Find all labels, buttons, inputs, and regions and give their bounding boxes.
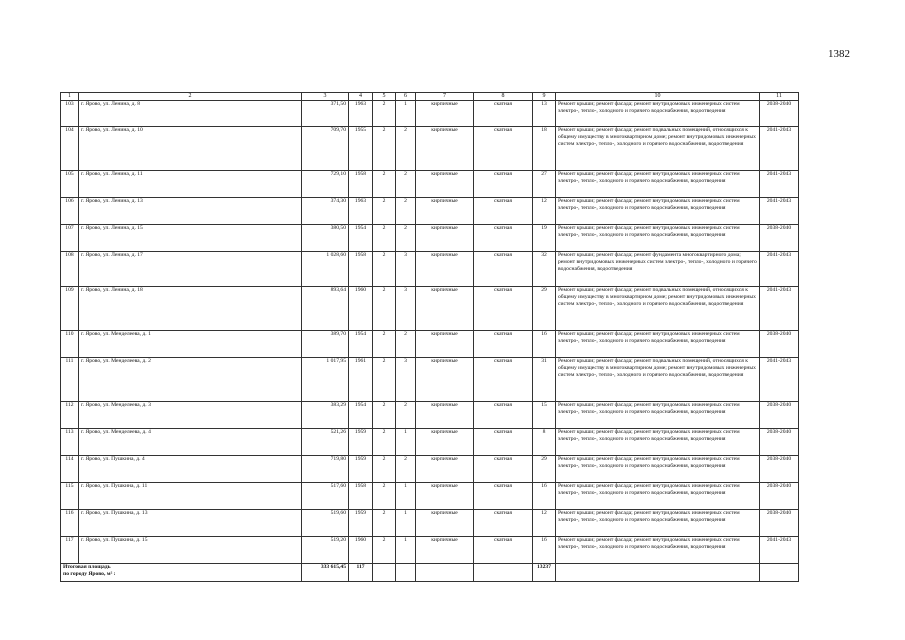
roof-type-cell: скатная — [474, 429, 533, 456]
column-number: 10 — [556, 93, 760, 101]
works-cell: Ремонт крыши; ремонт фасада; ремонт внутридомовых инженерных систем электро-, тепло-, холодного и горячего водоснабжения, водоотведения — [556, 429, 760, 456]
entrances-cell: 3 — [396, 287, 416, 331]
entrances-cell: 2 — [396, 331, 416, 358]
floors-cell: 2 — [373, 198, 396, 225]
column-number: 11 — [760, 93, 799, 101]
table-row — [61, 127, 799, 171]
year-cell: 1960 — [349, 537, 373, 564]
period-cell: 2038-2040 — [760, 402, 799, 429]
period-cell: 2038-2040 — [760, 225, 799, 252]
walls-material-cell: кирпичные — [416, 198, 474, 225]
row-number: 113 — [61, 429, 79, 456]
year-cell: 1959 — [349, 429, 373, 456]
entrances-cell: 1 — [396, 429, 416, 456]
row-number: 106 — [61, 198, 79, 225]
apartments-cell: 16 — [533, 331, 556, 358]
housing-register-table — [60, 92, 799, 582]
row-number: 116 — [61, 510, 79, 537]
apartments-cell: 18 — [533, 127, 556, 171]
period-cell: 2038-2040 — [760, 483, 799, 510]
table-row — [61, 358, 799, 402]
year-cell: 1963 — [349, 101, 373, 127]
walls-material-cell: кирпичные — [416, 537, 474, 564]
row-number: 105 — [61, 171, 79, 198]
year-cell: 1954 — [349, 331, 373, 358]
walls-material-cell: кирпичные — [416, 331, 474, 358]
entrances-cell: 1 — [396, 510, 416, 537]
roof-type-cell: скатная — [474, 101, 533, 127]
floors-cell: 2 — [373, 331, 396, 358]
apartments-cell: 29 — [533, 456, 556, 483]
row-number: 110 — [61, 331, 79, 358]
works-cell: Ремонт крыши; ремонт фасада; ремонт внутридомовых инженерных систем электро-, тепло-, холодного и горячего водоснабжения, водоотведения — [556, 225, 760, 252]
apartments-cell: 13 — [533, 101, 556, 127]
table-row — [61, 331, 799, 358]
row-number: 115 — [61, 483, 79, 510]
entrances-cell: 2 — [396, 456, 416, 483]
apartments-cell: 12 — [533, 510, 556, 537]
total-row — [61, 564, 799, 582]
row-number: 103 — [61, 101, 79, 127]
row-number: 107 — [61, 225, 79, 252]
table-row — [61, 225, 799, 252]
address-cell: г. Ярово, ул. Ленина, д. 8 — [79, 101, 302, 127]
row-number: 109 — [61, 287, 79, 331]
roof-type-cell: скатная — [474, 252, 533, 287]
apartments-cell: 8 — [533, 429, 556, 456]
roof-type-cell: скатная — [474, 198, 533, 225]
column-number: 5 — [373, 93, 396, 101]
year-cell: 1959 — [349, 456, 373, 483]
works-cell: Ремонт крыши; ремонт фасада; ремонт подвальных помещений, относящихся к общему имуществу в многоквартирном доме; ремонт внутридомовых инженерных систем электро-, тепло-, холодного и горячего водоснабжения, водоотведения — [556, 287, 760, 331]
row-number: 104 — [61, 127, 79, 171]
roof-type-cell: скатная — [474, 483, 533, 510]
roof-type-cell: скатная — [474, 127, 533, 171]
column-number: 6 — [396, 93, 416, 101]
year-cell: 1961 — [349, 358, 373, 402]
works-cell: Ремонт крыши; ремонт фасада; ремонт внутридомовых инженерных систем электро-, тепло-, холодного и горячего водоснабжения, водоотведения — [556, 171, 760, 198]
row-number: 108 — [61, 252, 79, 287]
roof-type-cell: скатная — [474, 171, 533, 198]
floors-cell: 2 — [373, 483, 396, 510]
table-row — [61, 537, 799, 564]
total-empty-cell — [416, 564, 474, 582]
address-cell: г. Ярово, ул. Пушкина, д. 13 — [79, 510, 302, 537]
column-number: 1 — [61, 93, 79, 101]
floors-cell: 2 — [373, 252, 396, 287]
roof-type-cell: скатная — [474, 225, 533, 252]
entrances-cell: 2 — [396, 225, 416, 252]
table-row — [61, 402, 799, 429]
apartments-cell: 19 — [533, 225, 556, 252]
floors-cell: 2 — [373, 402, 396, 429]
table-row — [61, 198, 799, 225]
total-apartments: 13237 — [533, 564, 556, 582]
year-cell: 1958 — [349, 483, 373, 510]
area-cell: 374,30 — [302, 198, 349, 225]
area-cell: 719,80 — [302, 456, 349, 483]
floors-cell: 2 — [373, 171, 396, 198]
period-cell: 2041-2043 — [760, 171, 799, 198]
total-empty-cell — [373, 564, 396, 582]
period-cell: 2041-2043 — [760, 287, 799, 331]
period-cell: 2038-2040 — [760, 101, 799, 127]
walls-material-cell: кирпичные — [416, 287, 474, 331]
walls-material-cell: кирпичные — [416, 510, 474, 537]
walls-material-cell: кирпичные — [416, 358, 474, 402]
page-number: 1382 — [828, 48, 850, 60]
table-row — [61, 483, 799, 510]
floors-cell: 2 — [373, 537, 396, 564]
table-row — [61, 510, 799, 537]
walls-material-cell: кирпичные — [416, 252, 474, 287]
year-cell: 1958 — [349, 252, 373, 287]
total-empty-cell — [556, 564, 760, 582]
roof-type-cell: скатная — [474, 402, 533, 429]
area-cell: 380,50 — [302, 225, 349, 252]
works-cell: Ремонт крыши; ремонт фасада; ремонт внутридомовых инженерных систем электро-, тепло-, холодного и горячего водоснабжения, водоотведения — [556, 510, 760, 537]
floors-cell: 2 — [373, 510, 396, 537]
address-cell: г. Ярово, ул. Менделеева, д. 4 — [79, 429, 302, 456]
table-row — [61, 287, 799, 331]
roof-type-cell: скатная — [474, 510, 533, 537]
floors-cell: 2 — [373, 101, 396, 127]
address-cell: г. Ярово, ул. Менделеева, д. 3 — [79, 402, 302, 429]
floors-cell: 2 — [373, 358, 396, 402]
total-empty-cell — [396, 564, 416, 582]
year-cell: 1954 — [349, 402, 373, 429]
area-cell: 709,70 — [302, 127, 349, 171]
address-cell: г. Ярово, ул. Менделеева, д. 2 — [79, 358, 302, 402]
row-number: 114 — [61, 456, 79, 483]
total-empty-cell — [760, 564, 799, 582]
walls-material-cell: кирпичные — [416, 127, 474, 171]
works-cell: Ремонт крыши; ремонт фасада; ремонт подвальных помещений, относящихся к общему имуществу в многоквартирном доме; ремонт внутридомовых инженерных систем электро-, тепло-, холодного и горячего водоснабжения, водоотведения — [556, 127, 760, 171]
row-number: 112 — [61, 402, 79, 429]
roof-type-cell: скатная — [474, 287, 533, 331]
works-cell: Ремонт крыши; ремонт фасада; ремонт фундамента многоквартирного дома; ремонт внутридомовых инженерных систем электро-, тепло-, холодного и горячего водоснабжения, водоотведения — [556, 252, 760, 287]
table-row — [61, 429, 799, 456]
apartments-cell: 15 — [533, 402, 556, 429]
works-cell: Ремонт крыши; ремонт фасада; ремонт внутридомовых инженерных систем электро-, тепло-, холодного и горячего водоснабжения, водоотведения — [556, 456, 760, 483]
walls-material-cell: кирпичные — [416, 402, 474, 429]
period-cell: 2041-2043 — [760, 252, 799, 287]
apartments-cell: 32 — [533, 252, 556, 287]
entrances-cell: 2 — [396, 402, 416, 429]
address-cell: г. Ярово, ул. Ленина, д. 13 — [79, 198, 302, 225]
period-cell: 2041-2043 — [760, 537, 799, 564]
floors-cell: 2 — [373, 127, 396, 171]
column-number-row — [61, 93, 799, 101]
roof-type-cell: скатная — [474, 456, 533, 483]
floors-cell: 2 — [373, 225, 396, 252]
entrances-cell: 3 — [396, 252, 416, 287]
total-label — [61, 564, 302, 582]
period-cell: 2038-2040 — [760, 510, 799, 537]
total-area: 333 615,45 — [302, 564, 349, 582]
area-cell: 519,20 — [302, 537, 349, 564]
total-houses-count: 117 — [349, 564, 373, 582]
entrances-cell: 1 — [396, 537, 416, 564]
area-cell: 389,70 — [302, 331, 349, 358]
column-number: 4 — [349, 93, 373, 101]
area-cell: 1 028,60 — [302, 252, 349, 287]
works-cell: Ремонт крыши; ремонт фасада; ремонт внутридомовых инженерных систем электро-, тепло-, холодного и горячего водоснабжения, водоотведения — [556, 483, 760, 510]
year-cell: 1955 — [349, 127, 373, 171]
works-cell: Ремонт крыши; ремонт фасада; ремонт внутридомовых инженерных систем электро-, тепло-, холодного и горячего водоснабжения, водоотведения — [556, 537, 760, 564]
walls-material-cell: кирпичные — [416, 456, 474, 483]
area-cell: 517,60 — [302, 483, 349, 510]
area-cell: 729,10 — [302, 171, 349, 198]
apartments-cell: 16 — [533, 537, 556, 564]
period-cell: 2038-2040 — [760, 456, 799, 483]
period-cell: 2038-2040 — [760, 331, 799, 358]
total-label-line2: по городу Ярово, м² : — [63, 571, 116, 577]
total-empty-cell — [474, 564, 533, 582]
table-row — [61, 456, 799, 483]
area-cell: 519,60 — [302, 510, 349, 537]
walls-material-cell: кирпичные — [416, 483, 474, 510]
column-number: 3 — [302, 93, 349, 101]
walls-material-cell: кирпичные — [416, 171, 474, 198]
period-cell: 2041-2043 — [760, 358, 799, 402]
table-row — [61, 101, 799, 127]
address-cell: г. Ярово, ул. Пушкина, д. 11 — [79, 483, 302, 510]
table-row — [61, 252, 799, 287]
roof-type-cell: скатная — [474, 358, 533, 402]
area-cell: 383,29 — [302, 402, 349, 429]
walls-material-cell: кирпичные — [416, 429, 474, 456]
address-cell: г. Ярово, ул. Ленина, д. 11 — [79, 171, 302, 198]
roof-type-cell: скатная — [474, 537, 533, 564]
column-number: 8 — [474, 93, 533, 101]
area-cell: 893,64 — [302, 287, 349, 331]
period-cell: 2041-2043 — [760, 198, 799, 225]
walls-material-cell: кирпичные — [416, 101, 474, 127]
apartments-cell: 12 — [533, 198, 556, 225]
row-number: 117 — [61, 537, 79, 564]
year-cell: 1963 — [349, 198, 373, 225]
floors-cell: 2 — [373, 429, 396, 456]
year-cell: 1960 — [349, 287, 373, 331]
address-cell: г. Ярово, ул. Менделеева, д. 1 — [79, 331, 302, 358]
address-cell: г. Ярово, ул. Ленина, д. 18 — [79, 287, 302, 331]
apartments-cell: 31 — [533, 358, 556, 402]
table-row — [61, 171, 799, 198]
address-cell: г. Ярово, ул. Ленина, д. 17 — [79, 252, 302, 287]
entrances-cell: 1 — [396, 101, 416, 127]
entrances-cell: 2 — [396, 127, 416, 171]
year-cell: 1958 — [349, 171, 373, 198]
period-cell: 2038-2040 — [760, 429, 799, 456]
area-cell: 371,50 — [302, 101, 349, 127]
entrances-cell: 2 — [396, 171, 416, 198]
column-number: 7 — [416, 93, 474, 101]
roof-type-cell: скатная — [474, 331, 533, 358]
address-cell: г. Ярово, ул. Пушкина, д. 4 — [79, 456, 302, 483]
floors-cell: 2 — [373, 456, 396, 483]
walls-material-cell: кирпичные — [416, 225, 474, 252]
area-cell: 521,26 — [302, 429, 349, 456]
apartments-cell: 29 — [533, 287, 556, 331]
entrances-cell: 1 — [396, 483, 416, 510]
column-number: 2 — [79, 93, 302, 101]
entrances-cell: 3 — [396, 358, 416, 402]
column-number: 9 — [533, 93, 556, 101]
apartments-cell: 16 — [533, 483, 556, 510]
works-cell: Ремонт крыши; ремонт фасада; ремонт внутридомовых инженерных систем электро-, тепло-, холодного и горячего водоснабжения, водоотведения — [556, 101, 760, 127]
address-cell: г. Ярово, ул. Пушкина, д. 15 — [79, 537, 302, 564]
year-cell: 1954 — [349, 225, 373, 252]
address-cell: г. Ярово, ул. Ленина, д. 15 — [79, 225, 302, 252]
works-cell: Ремонт крыши; ремонт фасада; ремонт подвальных помещений, относящихся к общему имуществу в многоквартирном доме; ремонт внутридомовых инженерных систем электро-, тепло-, холодного и горячего водоснабжения, водоотведения — [556, 358, 760, 402]
year-cell: 1959 — [349, 510, 373, 537]
address-cell: г. Ярово, ул. Ленина, д. 10 — [79, 127, 302, 171]
total-label-line1: Итоговая площадь — [63, 564, 111, 570]
entrances-cell: 2 — [396, 198, 416, 225]
works-cell: Ремонт крыши; ремонт фасада; ремонт внутридомовых инженерных систем электро-, тепло-, холодного и горячего водоснабжения, водоотведения — [556, 198, 760, 225]
works-cell: Ремонт крыши; ремонт фасада; ремонт внутридомовых инженерных систем электро-, тепло-, холодного и горячего водоснабжения, водоотведения — [556, 331, 760, 358]
row-number: 111 — [61, 358, 79, 402]
area-cell: 1 017,95 — [302, 358, 349, 402]
works-cell: Ремонт крыши; ремонт фасада; ремонт внутридомовых инженерных систем электро-, тепло-, холодного и горячего водоснабжения, водоотведения — [556, 402, 760, 429]
period-cell: 2041-2043 — [760, 127, 799, 171]
floors-cell: 2 — [373, 287, 396, 331]
apartments-cell: 27 — [533, 171, 556, 198]
